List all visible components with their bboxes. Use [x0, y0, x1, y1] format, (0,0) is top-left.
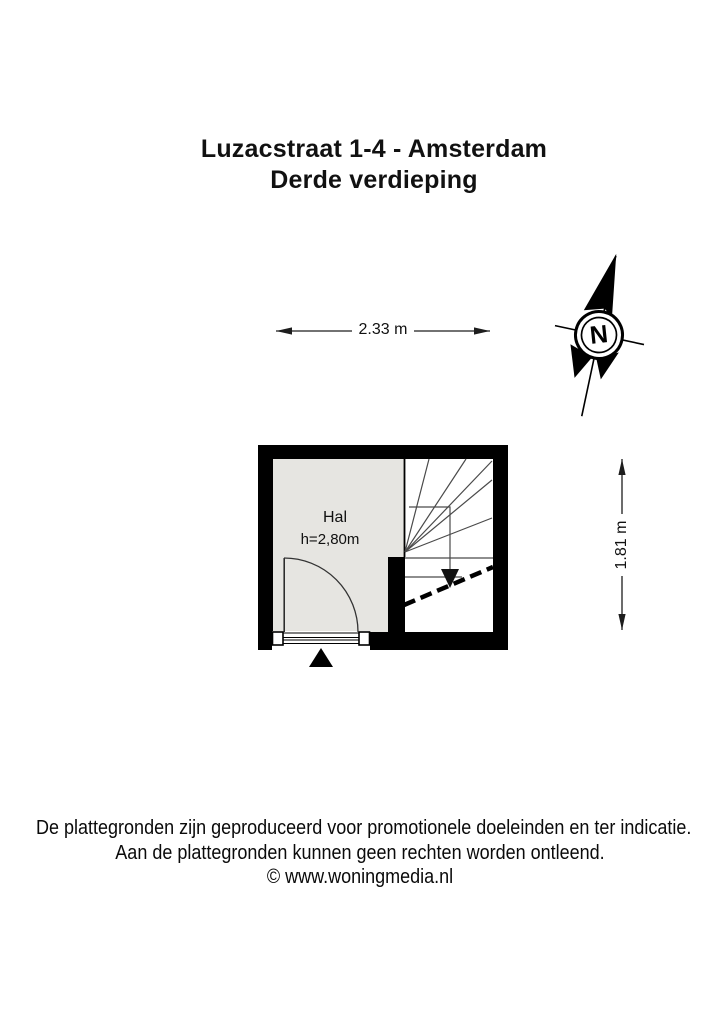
arrowhead-right-icon	[474, 327, 490, 334]
footer-line-2: Aan de plattegronden kunnen geen rechten worden ontleend.	[115, 841, 605, 864]
page-title: Luzacstraat 1-4 - Amsterdam	[200, 135, 548, 163]
room-height-label: h=2,80m	[300, 531, 360, 548]
height-dimension-label-wrap	[613, 495, 631, 595]
door-jamb-right	[359, 632, 370, 645]
hal-stair-divider-wall	[404, 459, 406, 557]
arrowhead-up-icon	[618, 459, 625, 475]
room-label: Hal	[322, 509, 347, 526]
footer-copyright: © www.woningmedia.nl	[266, 866, 454, 888]
height-dimension-label: 1.81 m	[613, 514, 630, 577]
compass-north-label: N	[588, 320, 610, 350]
arrowhead-down-icon	[618, 614, 625, 630]
wall-stub	[388, 557, 405, 632]
arrowhead-left-icon	[276, 327, 292, 334]
footer-line-1: De plattegronden zijn geproduceerd voor promotionele doeleinden en ter indicatie.	[36, 817, 692, 839]
width-dimension-label-wrap	[333, 321, 433, 339]
entrance-arrow-icon	[309, 648, 333, 667]
footer-disclaimer	[36, 816, 692, 890]
width-dimension-label: 2.33 m	[352, 321, 415, 338]
compass-needle-blade	[584, 250, 625, 318]
door-jamb-left	[273, 632, 284, 645]
floor-subtitle: Derde verdieping	[270, 166, 478, 194]
